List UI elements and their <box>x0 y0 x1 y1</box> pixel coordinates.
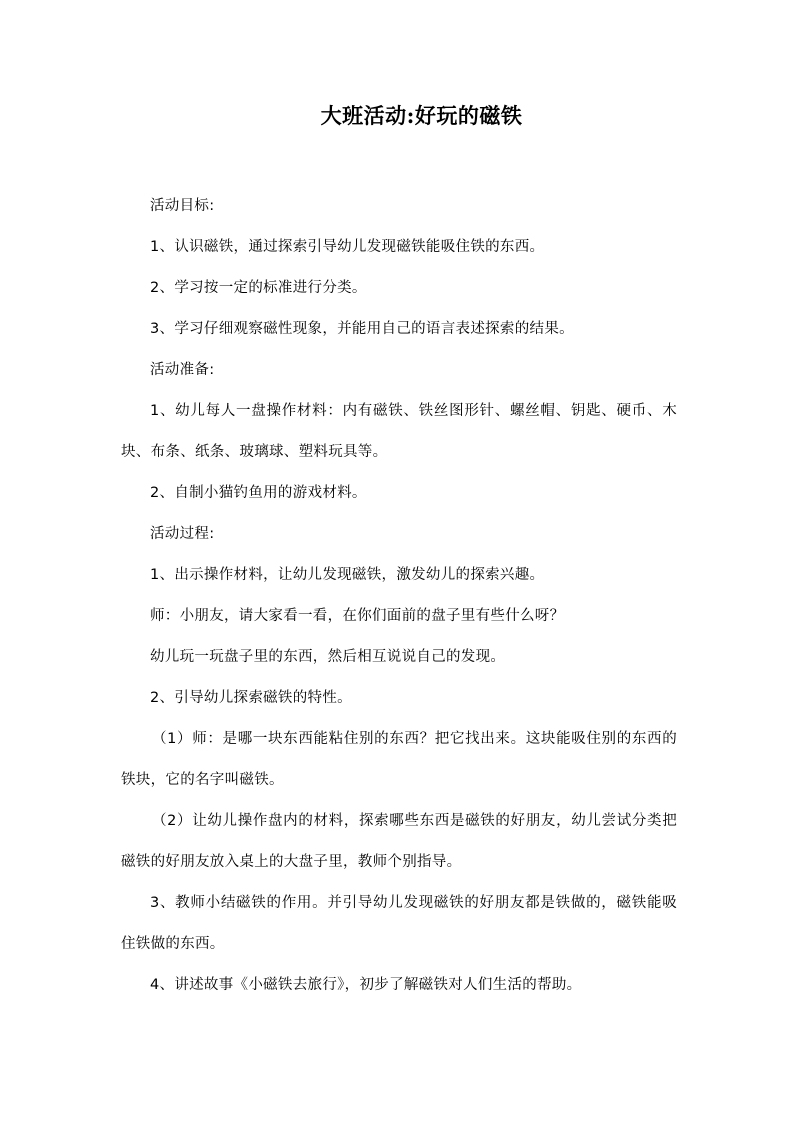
paragraph: 幼儿玩一玩盘子里的东西，然后相互说说自己的发现。 <box>150 649 506 665</box>
paragraph: 1、出示操作材料，让幼儿发现磁铁，激发幼儿的探索兴趣。 <box>150 567 545 583</box>
paragraph: 2、学习按一定的标准进行分类。 <box>150 280 367 296</box>
paragraph: （2）让幼儿操作盘内的材料，探索哪些东西是磁铁的好朋友，幼儿尝试分类把磁铁的好朋友放入桌上的大盘子里，教师个别指导。 <box>121 813 677 870</box>
paragraph: 3、学习仔细观察磁性现象，并能用自己的语言表述探索的结果。 <box>150 321 574 337</box>
document-title: 大班活动:好玩的磁铁 <box>320 103 523 128</box>
paragraph: 2、引导幼儿探索磁铁的特性。 <box>150 690 352 706</box>
document-body <box>121 186 677 1006</box>
section-heading-goals: 活动目标: <box>150 198 215 214</box>
paragraph: （1）师：是哪一块东西能粘住别的东西？把它找出来。这块能吸住别的东西的铁块，它的名字叫磁铁。 <box>121 731 677 788</box>
paragraph: 4、讲述故事《小磁铁去旅行》，初步了解磁铁对人们生活的帮助。 <box>150 977 582 993</box>
paragraph: 1、幼儿每人一盘操作材料：内有磁铁、铁丝图形针、螺丝帽、钥匙、硬币、木块、布条、纸条、玻璃球、塑料玩具等。 <box>121 403 677 460</box>
section-heading-preparation: 活动准备: <box>150 362 215 378</box>
paragraph: 师：小朋友，请大家看一看，在你们面前的盘子里有些什么呀？ <box>150 608 565 624</box>
paragraph: 2、自制小猫钓鱼用的游戏材料。 <box>150 485 367 501</box>
section-heading-process: 活动过程: <box>150 526 215 542</box>
paragraph: 1、认识磁铁，通过探索引导幼儿发现磁铁能吸住铁的东西。 <box>150 239 545 255</box>
paragraph: 3、教师小结磁铁的作用。并引导幼儿发现磁铁的好朋友都是铁做的，磁铁能吸住铁做的东西。 <box>121 895 677 952</box>
